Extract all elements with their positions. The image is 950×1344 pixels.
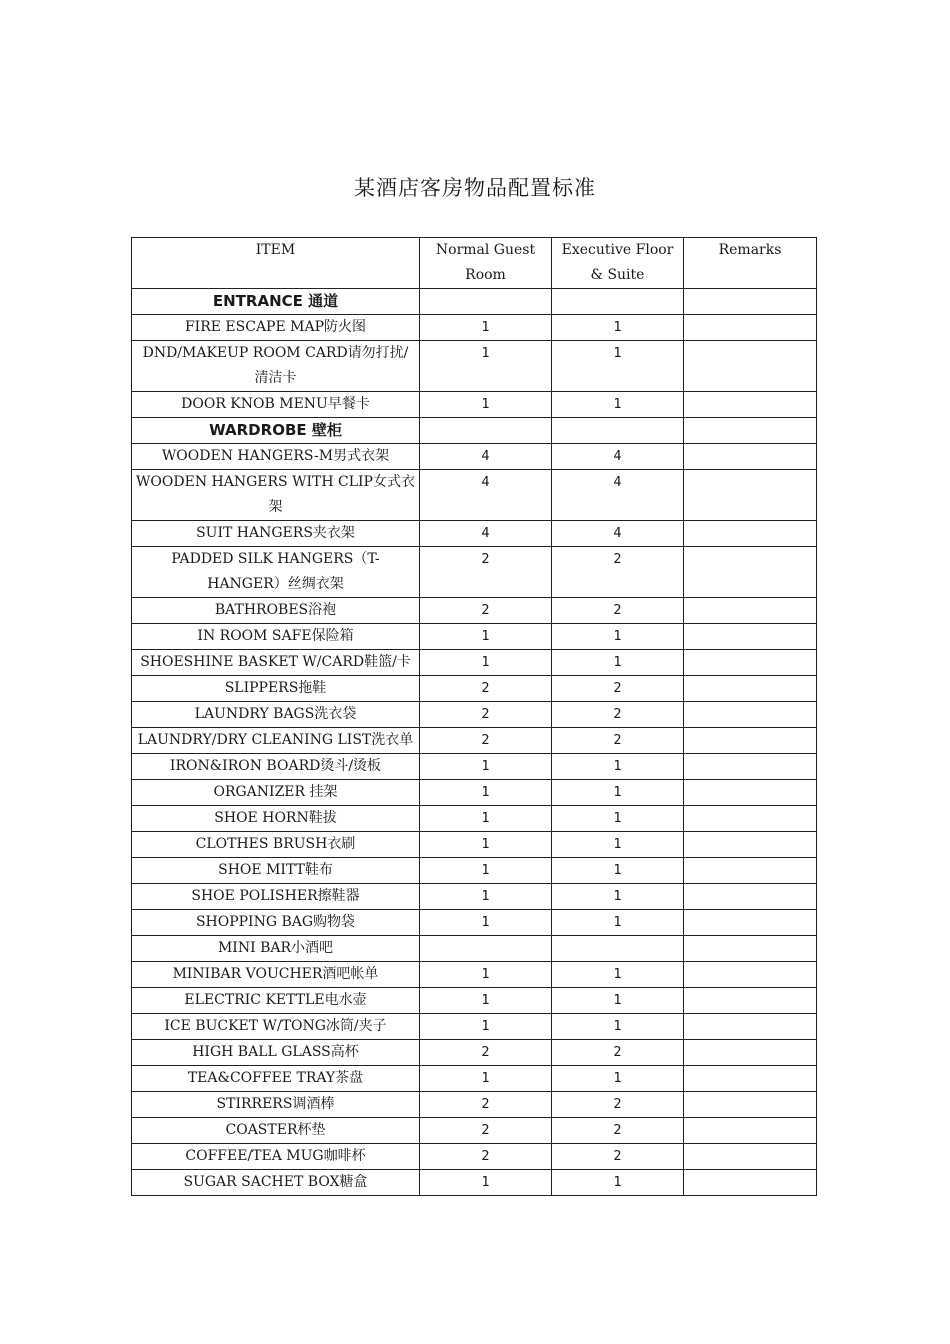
executive-qty-cell: 2 — [552, 598, 684, 624]
normal-room-qty-cell: 1 — [420, 832, 552, 858]
table-row — [132, 780, 817, 806]
remarks-cell — [684, 910, 817, 936]
remarks-cell — [684, 547, 817, 598]
normal-room-qty-cell: 1 — [420, 624, 552, 650]
normal-room-qty-cell: 1 — [420, 1014, 552, 1040]
table-row — [132, 1066, 817, 1092]
table-row — [132, 598, 817, 624]
normal-room-qty-cell: 2 — [420, 1118, 552, 1144]
room-items-table — [131, 237, 817, 1196]
table-row — [132, 806, 817, 832]
item-cell: SHOESHINE BASKET W/CARD鞋篮/卡 — [132, 650, 420, 676]
item-cell: LAUNDRY/DRY CLEANING LIST洗衣单 — [132, 728, 420, 754]
executive-qty-cell: 1 — [552, 1066, 684, 1092]
table-row — [132, 1170, 817, 1196]
item-cell: STIRRERS调酒棒 — [132, 1092, 420, 1118]
table-row — [132, 988, 817, 1014]
remarks-cell — [684, 289, 817, 315]
executive-qty-cell: 2 — [552, 1040, 684, 1066]
executive-qty-cell: 1 — [552, 806, 684, 832]
table-row — [132, 936, 817, 962]
executive-qty-cell: 1 — [552, 754, 684, 780]
executive-qty-cell: 1 — [552, 392, 684, 418]
remarks-cell — [684, 962, 817, 988]
item-cell: PADDED SILK HANGERS（T-HANGER）丝绸衣架 — [132, 547, 420, 598]
executive-qty-cell: 2 — [552, 547, 684, 598]
remarks-cell — [684, 988, 817, 1014]
executive-qty-cell: 4 — [552, 470, 684, 521]
normal-room-qty-cell: 1 — [420, 754, 552, 780]
executive-qty-cell — [552, 418, 684, 444]
remarks-cell — [684, 418, 817, 444]
normal-room-qty-cell: 1 — [420, 341, 552, 392]
normal-room-qty-cell: 1 — [420, 858, 552, 884]
executive-qty-cell: 1 — [552, 1170, 684, 1196]
header-executive-floor-suite: Executive Floor & Suite — [552, 238, 684, 289]
normal-room-qty-cell: 2 — [420, 728, 552, 754]
item-cell: MINIBAR VOUCHER酒吧帐单 — [132, 962, 420, 988]
executive-qty-cell: 1 — [552, 780, 684, 806]
table-row — [132, 650, 817, 676]
page-title: 某酒店客房物品配置标准 — [354, 176, 596, 200]
remarks-cell — [684, 392, 817, 418]
table-row — [132, 858, 817, 884]
normal-room-qty-cell — [420, 418, 552, 444]
table-row — [132, 341, 817, 392]
table-row — [132, 315, 817, 341]
item-cell: WARDROBE 壁柜 — [132, 418, 420, 444]
remarks-cell — [684, 650, 817, 676]
item-cell: MINI BAR小酒吧 — [132, 936, 420, 962]
normal-room-qty-cell: 4 — [420, 444, 552, 470]
normal-room-qty-cell: 1 — [420, 910, 552, 936]
item-cell: HIGH BALL GLASS高杯 — [132, 1040, 420, 1066]
executive-qty-cell: 4 — [552, 521, 684, 547]
remarks-cell — [684, 1040, 817, 1066]
executive-qty-cell: 2 — [552, 702, 684, 728]
remarks-cell — [684, 728, 817, 754]
executive-qty-cell — [552, 936, 684, 962]
remarks-cell — [684, 1014, 817, 1040]
remarks-cell — [684, 936, 817, 962]
table-row — [132, 1144, 817, 1170]
item-cell: DOOR KNOB MENU早餐卡 — [132, 392, 420, 418]
item-cell: ORGANIZER 挂架 — [132, 780, 420, 806]
normal-room-qty-cell: 1 — [420, 806, 552, 832]
table-row — [132, 1014, 817, 1040]
item-cell: ENTRANCE 通道 — [132, 289, 420, 315]
remarks-cell — [684, 521, 817, 547]
normal-room-qty-cell: 1 — [420, 962, 552, 988]
executive-qty-cell: 2 — [552, 676, 684, 702]
remarks-cell — [684, 624, 817, 650]
executive-qty-cell: 1 — [552, 315, 684, 341]
normal-room-qty-cell: 1 — [420, 1066, 552, 1092]
remarks-cell — [684, 1118, 817, 1144]
executive-qty-cell: 1 — [552, 884, 684, 910]
item-cell: BATHROBES浴袍 — [132, 598, 420, 624]
normal-room-qty-cell: 4 — [420, 521, 552, 547]
item-cell: ICE BUCKET W/TONG冰筒/夹子 — [132, 1014, 420, 1040]
table-row — [132, 521, 817, 547]
normal-room-qty-cell: 1 — [420, 650, 552, 676]
executive-qty-cell: 2 — [552, 1118, 684, 1144]
executive-qty-cell: 1 — [552, 624, 684, 650]
item-cell: IRON&IRON BOARD烫斗/烫板 — [132, 754, 420, 780]
table-row — [132, 676, 817, 702]
table-row — [132, 754, 817, 780]
normal-room-qty-cell: 4 — [420, 470, 552, 521]
executive-qty-cell: 1 — [552, 858, 684, 884]
normal-room-qty-cell: 2 — [420, 547, 552, 598]
item-cell: SHOE HORN鞋拔 — [132, 806, 420, 832]
table-body — [132, 289, 817, 1196]
item-cell: ELECTRIC KETTLE电水壶 — [132, 988, 420, 1014]
remarks-cell — [684, 598, 817, 624]
executive-qty-cell: 1 — [552, 962, 684, 988]
executive-qty-cell: 1 — [552, 341, 684, 392]
executive-qty-cell: 1 — [552, 910, 684, 936]
item-cell: TEA&COFFEE TRAY茶盘 — [132, 1066, 420, 1092]
normal-room-qty-cell: 1 — [420, 1170, 552, 1196]
executive-qty-cell: 2 — [552, 728, 684, 754]
normal-room-qty-cell: 2 — [420, 702, 552, 728]
table-row — [132, 547, 817, 598]
item-cell: SHOPPING BAG购物袋 — [132, 910, 420, 936]
table-row — [132, 1092, 817, 1118]
remarks-cell — [684, 754, 817, 780]
table-row — [132, 832, 817, 858]
item-cell: LAUNDRY BAGS洗衣袋 — [132, 702, 420, 728]
table-row — [132, 884, 817, 910]
normal-room-qty-cell: 1 — [420, 780, 552, 806]
remarks-cell — [684, 676, 817, 702]
executive-qty-cell: 1 — [552, 832, 684, 858]
item-cell: SUGAR SACHET BOX糖盒 — [132, 1170, 420, 1196]
item-cell: DND/MAKEUP ROOM CARD请勿打扰/清洁卡 — [132, 341, 420, 392]
normal-room-qty-cell: 1 — [420, 884, 552, 910]
table-row — [132, 444, 817, 470]
table-row — [132, 392, 817, 418]
normal-room-qty-cell: 2 — [420, 1040, 552, 1066]
table-row — [132, 910, 817, 936]
remarks-cell — [684, 858, 817, 884]
normal-room-qty-cell: 2 — [420, 676, 552, 702]
item-cell: WOODEN HANGERS-M男式衣架 — [132, 444, 420, 470]
remarks-cell — [684, 1092, 817, 1118]
normal-room-qty-cell — [420, 936, 552, 962]
header-item: ITEM — [132, 238, 420, 289]
header-normal-guest-room: Normal Guest Room — [420, 238, 552, 289]
normal-room-qty-cell: 2 — [420, 598, 552, 624]
remarks-cell — [684, 702, 817, 728]
table-row — [132, 728, 817, 754]
normal-room-qty-cell: 1 — [420, 988, 552, 1014]
table-row — [132, 702, 817, 728]
item-cell: SUIT HANGERS夹衣架 — [132, 521, 420, 547]
table-row — [132, 470, 817, 521]
remarks-cell — [684, 806, 817, 832]
remarks-cell — [684, 315, 817, 341]
item-cell: FIRE ESCAPE MAP防火图 — [132, 315, 420, 341]
executive-qty-cell: 2 — [552, 1144, 684, 1170]
remarks-cell — [684, 444, 817, 470]
section-header-row — [132, 418, 817, 444]
item-cell: SHOE MITT鞋布 — [132, 858, 420, 884]
remarks-cell — [684, 832, 817, 858]
executive-qty-cell: 4 — [552, 444, 684, 470]
normal-room-qty-cell: 1 — [420, 315, 552, 341]
remarks-cell — [684, 341, 817, 392]
section-header-row — [132, 289, 817, 315]
remarks-cell — [684, 1144, 817, 1170]
executive-qty-cell — [552, 289, 684, 315]
normal-room-qty-cell — [420, 289, 552, 315]
normal-room-qty-cell: 2 — [420, 1144, 552, 1170]
item-cell: IN ROOM SAFE保险箱 — [132, 624, 420, 650]
table-header-row — [132, 238, 817, 289]
remarks-cell — [684, 1170, 817, 1196]
normal-room-qty-cell: 2 — [420, 1092, 552, 1118]
executive-qty-cell: 1 — [552, 650, 684, 676]
normal-room-qty-cell: 1 — [420, 392, 552, 418]
executive-qty-cell: 1 — [552, 988, 684, 1014]
table-row — [132, 1040, 817, 1066]
executive-qty-cell: 1 — [552, 1014, 684, 1040]
item-cell: SLIPPERS拖鞋 — [132, 676, 420, 702]
table-row — [132, 1118, 817, 1144]
item-cell: CLOTHES BRUSH衣刷 — [132, 832, 420, 858]
remarks-cell — [684, 884, 817, 910]
item-cell: SHOE POLISHER擦鞋器 — [132, 884, 420, 910]
remarks-cell — [684, 780, 817, 806]
item-cell: COASTER杯垫 — [132, 1118, 420, 1144]
table-row — [132, 962, 817, 988]
item-cell: COFFEE/TEA MUG咖啡杯 — [132, 1144, 420, 1170]
item-cell: WOODEN HANGERS WITH CLIP女式衣架 — [132, 470, 420, 521]
remarks-cell — [684, 1066, 817, 1092]
remarks-cell — [684, 470, 817, 521]
executive-qty-cell: 2 — [552, 1092, 684, 1118]
header-remarks: Remarks — [684, 238, 817, 289]
table-row — [132, 624, 817, 650]
